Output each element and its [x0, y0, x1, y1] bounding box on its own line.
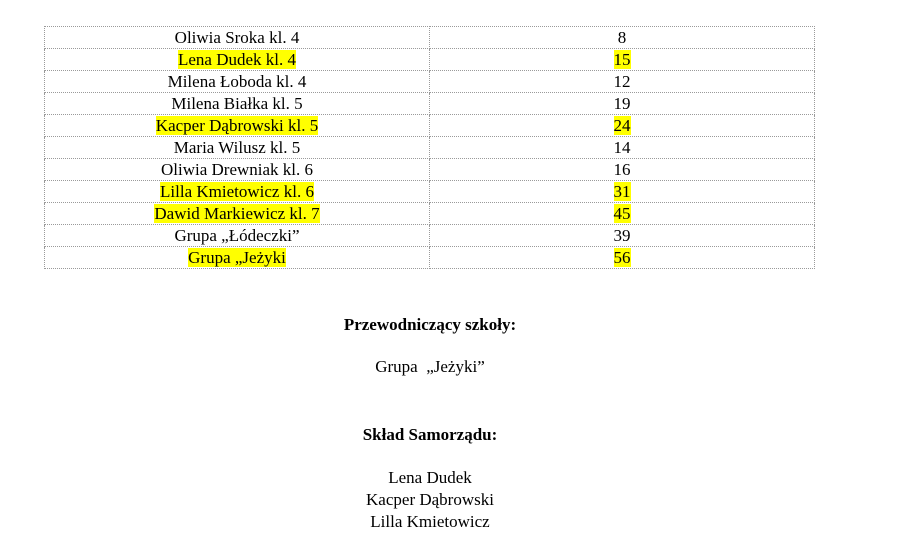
candidate-name: Maria Wilusz kl. 5: [173, 138, 301, 157]
votes-cell: [430, 49, 815, 71]
name-cell: [45, 203, 430, 225]
candidate-name: Dawid Markiewicz kl. 7: [154, 204, 320, 223]
table-row: [45, 225, 815, 247]
votes-cell: [430, 247, 815, 269]
vote-count: 39: [613, 226, 631, 245]
votes-cell: [430, 225, 815, 247]
candidate-name: Kacper Dąbrowski kl. 5: [155, 116, 319, 135]
name-cell: [45, 115, 430, 137]
name-cell: [45, 49, 430, 71]
name-cell: [45, 137, 430, 159]
votes-cell: [430, 27, 815, 49]
candidate-name: Lena Dudek kl. 4: [177, 50, 297, 69]
chair-value: Grupa „Jeżyki”: [375, 357, 485, 376]
candidate-name: Milena Białka kl. 5: [171, 94, 303, 113]
candidate-name: Milena Łoboda kl. 4: [167, 72, 307, 91]
table-row: [45, 93, 815, 115]
vote-count: 31: [613, 182, 631, 201]
candidate-name: Lilla Kmietowicz kl. 6: [160, 182, 314, 201]
table-row: [45, 159, 815, 181]
name-cell: [45, 93, 430, 115]
council-member: Kacper Dąbrowski: [366, 490, 494, 509]
table-row: [45, 137, 815, 159]
table-row: [45, 181, 815, 203]
votes-cell: [430, 93, 815, 115]
name-cell: [45, 225, 430, 247]
table-row: [45, 115, 815, 137]
vote-count: 19: [613, 94, 631, 113]
votes-cell: [430, 159, 815, 181]
votes-cell: [430, 115, 815, 137]
name-cell: [45, 181, 430, 203]
name-cell: [45, 27, 430, 49]
vote-count: 12: [613, 72, 631, 91]
votes-cell: [430, 203, 815, 225]
vote-count: 14: [613, 138, 631, 157]
table-row: [45, 203, 815, 225]
vote-count: 8: [617, 28, 627, 47]
council-member: Lena Dudek: [388, 468, 472, 487]
candidate-name: Oliwia Drewniak kl. 6: [160, 160, 314, 179]
votes-cell: [430, 71, 815, 93]
candidate-name: Grupa „Jeżyki: [188, 248, 286, 267]
table-row: [45, 49, 815, 71]
vote-count: 45: [613, 204, 631, 223]
vote-count: 16: [613, 160, 631, 179]
chair-heading: Przewodniczący szkoły:: [343, 315, 517, 334]
candidate-name: Grupa „Łódeczki”: [174, 226, 300, 245]
name-cell: [45, 247, 430, 269]
votes-cell: [430, 137, 815, 159]
vote-count: 15: [613, 50, 631, 69]
vote-count: 56: [613, 248, 631, 267]
name-cell: [45, 159, 430, 181]
council-member: Lilla Kmietowicz: [370, 512, 490, 531]
council-heading: Skład Samorządu:: [362, 425, 498, 444]
name-cell: [45, 71, 430, 93]
table-row: [45, 247, 815, 269]
vote-count: 24: [613, 116, 631, 135]
votes-cell: [430, 181, 815, 203]
table-row: [45, 27, 815, 49]
table-row: [45, 71, 815, 93]
candidate-name: Oliwia Sroka kl. 4: [174, 28, 300, 47]
results-table: [44, 26, 815, 269]
